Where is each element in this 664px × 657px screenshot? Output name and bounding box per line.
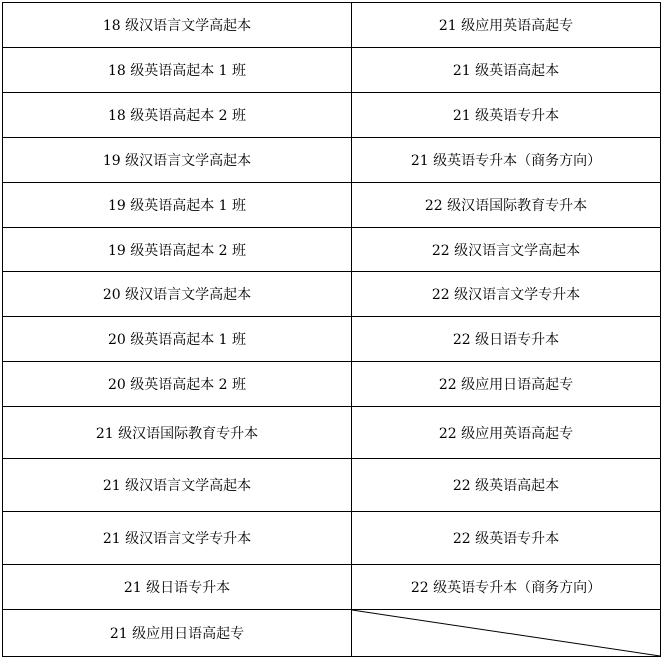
- table-cell-right: 22 级日语专升本: [352, 317, 661, 362]
- table-cell-left: 21 级汉语言文学专升本: [3, 512, 352, 565]
- table-cell-left: 18 级英语高起本 1 班: [3, 48, 352, 93]
- table-cell-left: 21 级汉语言文学高起本: [3, 459, 352, 512]
- table-row: [3, 317, 661, 362]
- class-list-table: [2, 2, 661, 657]
- table-row: [3, 138, 661, 183]
- table-cell-right: 21 级应用英语高起专: [352, 3, 661, 48]
- table-cell-left: 21 级应用日语高起专: [3, 610, 352, 657]
- table-cell-right-empty: [352, 610, 661, 657]
- table-cell-left: 20 级英语高起本 2 班: [3, 362, 352, 407]
- table-cell-left: 19 级英语高起本 2 班: [3, 228, 352, 272]
- table-row: [3, 610, 661, 657]
- table-cell-right: 21 级英语专升本（商务方向）: [352, 138, 661, 183]
- table-cell-left: 21 级汉语国际教育专升本: [3, 407, 352, 459]
- table-cell-left: 20 级汉语言文学高起本: [3, 272, 352, 317]
- table-row: [3, 3, 661, 48]
- table-cell-left: 18 级英语高起本 2 班: [3, 93, 352, 138]
- table-row: [3, 183, 661, 228]
- table-cell-right: 22 级应用日语高起专: [352, 362, 661, 407]
- table-cell-right: 21 级英语高起本: [352, 48, 661, 93]
- table-row: [3, 48, 661, 93]
- table-row: [3, 228, 661, 272]
- table-cell-left: 19 级英语高起本 1 班: [3, 183, 352, 228]
- table-row: [3, 407, 661, 459]
- table-row: [3, 93, 661, 138]
- table-cell-right: 22 级汉语言文学高起本: [352, 228, 661, 272]
- table-row: [3, 512, 661, 565]
- table-cell-right: 21 级英语专升本: [352, 93, 661, 138]
- table-cell-right: 22 级英语高起本: [352, 459, 661, 512]
- diagonal-line-empty-cell: [352, 610, 660, 656]
- table-cell-right: 22 级汉语国际教育专升本: [352, 183, 661, 228]
- table-cell-right: 22 级英语专升本: [352, 512, 661, 565]
- table-cell-left: 20 级英语高起本 1 班: [3, 317, 352, 362]
- table-row: [3, 459, 661, 512]
- table-cell-left: 21 级日语专升本: [3, 565, 352, 610]
- table-cell-left: 19 级汉语言文学高起本: [3, 138, 352, 183]
- table-cell-right: 22 级应用英语高起专: [352, 407, 661, 459]
- table-cell-right: 22 级英语专升本（商务方向）: [352, 565, 661, 610]
- table-row: [3, 272, 661, 317]
- table-cell-right: 22 级汉语言文学专升本: [352, 272, 661, 317]
- table-row: [3, 565, 661, 610]
- table-cell-left: 18 级汉语言文学高起本: [3, 3, 352, 48]
- table-row: [3, 362, 661, 407]
